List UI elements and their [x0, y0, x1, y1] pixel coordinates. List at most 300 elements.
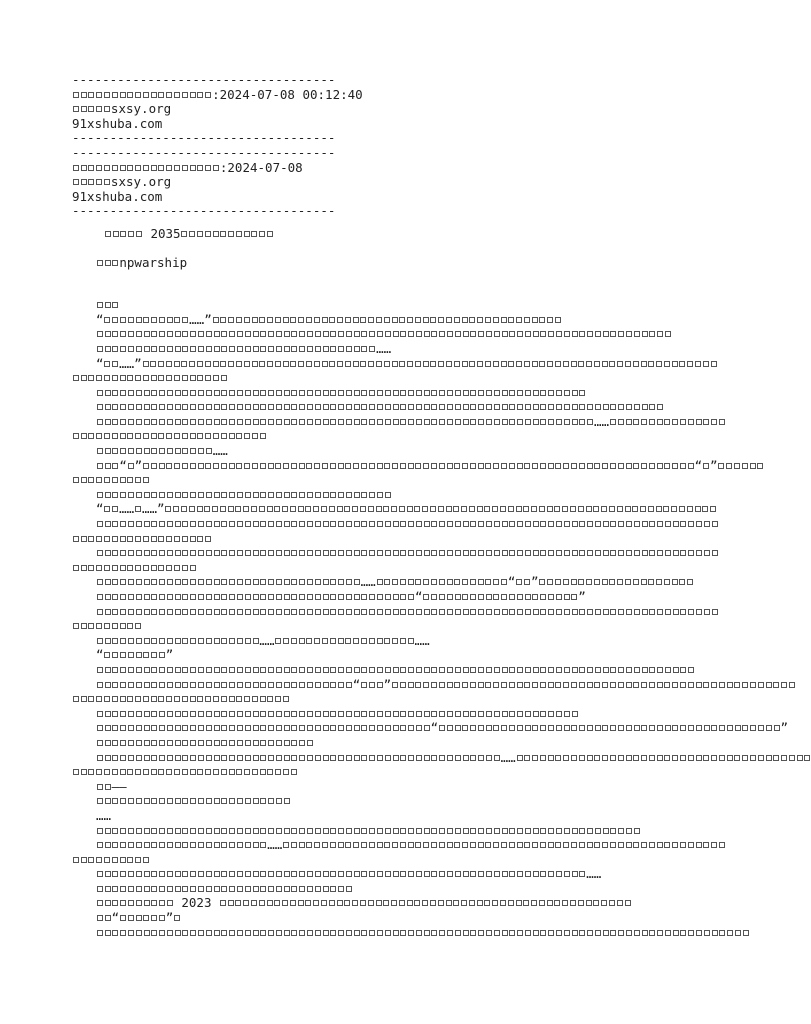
missing-glyph-box	[276, 550, 282, 556]
missing-glyph-box	[392, 317, 398, 323]
missing-glyph-box	[88, 623, 94, 629]
missing-glyph-box	[525, 871, 531, 877]
missing-glyph-box	[105, 784, 111, 790]
missing-glyph-box	[385, 419, 391, 425]
missing-glyph-box	[228, 900, 234, 906]
missing-glyph-box	[291, 930, 297, 936]
missing-glyph-box	[517, 463, 523, 469]
missing-glyph-box	[369, 346, 375, 352]
missing-glyph-box	[377, 711, 383, 717]
missing-glyph-box	[190, 842, 196, 848]
missing-glyph-box	[625, 579, 631, 585]
missing-glyph-box	[399, 361, 405, 367]
missing-glyph-box	[330, 638, 336, 644]
missing-glyph-box	[151, 579, 157, 585]
missing-glyph-box	[361, 842, 367, 848]
missing-glyph-box	[182, 92, 188, 98]
missing-glyph-box	[190, 92, 196, 98]
missing-glyph-box	[618, 609, 624, 615]
missing-glyph-box	[81, 623, 87, 629]
missing-glyph-box	[112, 260, 118, 266]
missing-glyph-box	[136, 711, 142, 717]
missing-glyph-box	[727, 682, 733, 688]
missing-glyph-box	[206, 390, 212, 396]
missing-glyph-box	[524, 842, 530, 848]
missing-glyph-box	[330, 667, 336, 673]
missing-glyph-box	[136, 798, 142, 804]
missing-glyph-box	[587, 463, 593, 469]
missing-glyph-box	[206, 871, 212, 877]
missing-glyph-box	[144, 346, 150, 352]
missing-glyph-box	[368, 506, 374, 512]
missing-glyph-box	[516, 317, 522, 323]
missing-glyph-box	[680, 682, 686, 688]
missing-glyph-box	[424, 419, 430, 425]
missing-glyph-box	[206, 755, 212, 761]
missing-glyph-box	[571, 725, 577, 731]
missing-glyph-box	[253, 609, 259, 615]
missing-glyph-box	[252, 317, 258, 323]
missing-glyph-box	[151, 92, 157, 98]
missing-glyph-box	[734, 755, 740, 761]
missing-glyph-box	[408, 419, 414, 425]
missing-glyph-box	[665, 609, 671, 615]
missing-glyph-box	[501, 594, 507, 600]
missing-glyph-box	[408, 930, 414, 936]
missing-glyph-box	[190, 521, 196, 527]
missing-glyph-box	[548, 609, 554, 615]
missing-glyph-box	[198, 828, 204, 834]
missing-glyph-box	[338, 886, 344, 892]
missing-glyph-box	[539, 506, 545, 512]
missing-glyph-box	[602, 725, 608, 731]
missing-glyph-box	[105, 492, 111, 498]
missing-glyph-box	[399, 317, 405, 323]
missing-glyph-box	[235, 900, 241, 906]
missing-glyph-box	[384, 638, 390, 644]
missing-glyph-box	[455, 711, 461, 717]
missing-glyph-box	[602, 579, 608, 585]
missing-glyph-box	[190, 165, 196, 171]
missing-glyph-box	[73, 433, 79, 439]
missing-glyph-box	[260, 798, 266, 804]
missing-glyph-box	[393, 609, 399, 615]
missing-glyph-box	[485, 842, 491, 848]
missing-glyph-box	[463, 871, 469, 877]
missing-glyph-box	[221, 550, 227, 556]
missing-glyph-box	[400, 871, 406, 877]
paragraph-continuation-line	[72, 429, 702, 444]
missing-glyph-box	[260, 769, 266, 775]
missing-glyph-box	[454, 317, 460, 323]
missing-glyph-box	[649, 755, 655, 761]
missing-glyph-box	[523, 900, 529, 906]
site-line: 91xshuba.com	[72, 115, 163, 131]
missing-glyph-box	[361, 331, 367, 337]
missing-glyph-box	[424, 550, 430, 556]
missing-glyph-box	[252, 696, 258, 702]
missing-glyph-box	[354, 711, 360, 717]
missing-glyph-box	[323, 419, 329, 425]
missing-glyph-box	[416, 390, 422, 396]
missing-glyph-box	[307, 346, 313, 352]
missing-glyph-box	[136, 828, 142, 834]
paragraph-first-line: “ ”	[72, 678, 702, 693]
missing-glyph-box	[634, 828, 640, 834]
missing-glyph-box	[190, 404, 196, 410]
missing-glyph-box	[447, 711, 453, 717]
missing-glyph-box	[104, 623, 110, 629]
missing-glyph-box	[376, 506, 382, 512]
missing-glyph-box	[291, 550, 297, 556]
missing-glyph-box	[502, 521, 508, 527]
missing-glyph-box	[555, 317, 561, 323]
missing-glyph-box	[315, 331, 321, 337]
missing-glyph-box	[229, 521, 235, 527]
missing-glyph-box	[494, 419, 500, 425]
missing-glyph-box	[104, 375, 110, 381]
missing-glyph-box	[664, 463, 670, 469]
missing-glyph-box	[260, 609, 266, 615]
missing-glyph-box	[245, 419, 251, 425]
missing-glyph-box	[151, 711, 157, 717]
missing-glyph-box	[602, 463, 608, 469]
missing-glyph-box	[276, 725, 282, 731]
missing-glyph-box	[485, 579, 491, 585]
missing-glyph-box	[128, 609, 134, 615]
missing-glyph-box	[594, 463, 600, 469]
missing-glyph-box	[345, 317, 351, 323]
missing-glyph-box	[478, 594, 484, 600]
missing-glyph-box	[198, 331, 204, 337]
paragraph-first-line	[72, 400, 702, 415]
missing-glyph-box	[463, 755, 469, 761]
missing-glyph-box	[353, 317, 359, 323]
missing-glyph-box	[291, 579, 297, 585]
missing-glyph-box	[237, 798, 243, 804]
missing-glyph-box	[431, 682, 437, 688]
missing-glyph-box	[136, 448, 142, 454]
missing-glyph-box	[81, 165, 87, 171]
missing-glyph-box	[136, 638, 142, 644]
missing-glyph-box	[105, 886, 111, 892]
missing-glyph-box	[276, 740, 282, 746]
missing-glyph-box	[283, 842, 289, 848]
missing-glyph-box	[253, 667, 259, 673]
missing-glyph-box	[182, 740, 188, 746]
missing-glyph-box	[275, 361, 281, 367]
missing-glyph-box	[572, 419, 578, 425]
missing-glyph-box	[540, 871, 546, 877]
missing-glyph-box	[136, 871, 142, 877]
missing-glyph-box	[299, 755, 305, 761]
missing-glyph-box	[143, 477, 149, 483]
missing-glyph-box	[81, 179, 87, 185]
missing-glyph-box	[758, 725, 764, 731]
missing-glyph-box	[603, 404, 609, 410]
missing-glyph-box	[81, 92, 87, 98]
missing-glyph-box	[237, 419, 243, 425]
missing-glyph-box	[206, 419, 212, 425]
missing-glyph-box	[454, 463, 460, 469]
missing-glyph-box	[260, 842, 266, 848]
missing-glyph-box	[455, 930, 461, 936]
missing-glyph-box	[454, 682, 460, 688]
missing-glyph-box	[167, 331, 173, 337]
missing-glyph-box	[610, 682, 616, 688]
missing-glyph-box	[284, 346, 290, 352]
missing-glyph-box	[151, 915, 157, 921]
missing-glyph-box	[447, 419, 453, 425]
missing-glyph-box	[105, 828, 111, 834]
missing-glyph-box	[284, 521, 290, 527]
paragraph-first-line	[72, 794, 702, 809]
missing-glyph-box	[104, 106, 110, 112]
missing-glyph-box	[455, 419, 461, 425]
missing-glyph-box	[424, 930, 430, 936]
missing-glyph-box	[594, 682, 600, 688]
missing-glyph-box	[346, 886, 352, 892]
missing-glyph-box	[112, 623, 118, 629]
missing-glyph-box	[531, 506, 537, 512]
missing-glyph-box	[470, 390, 476, 396]
missing-glyph-box	[206, 667, 212, 673]
missing-glyph-box	[570, 900, 576, 906]
missing-glyph-box	[649, 667, 655, 673]
missing-glyph-box	[548, 711, 554, 717]
missing-glyph-box	[463, 667, 469, 673]
missing-glyph-box	[416, 755, 422, 761]
missing-glyph-box	[205, 165, 211, 171]
missing-glyph-box	[174, 769, 180, 775]
missing-glyph-box	[492, 506, 498, 512]
missing-glyph-box	[96, 769, 102, 775]
missing-glyph-box	[383, 506, 389, 512]
missing-glyph-box	[96, 477, 102, 483]
missing-glyph-box	[603, 828, 609, 834]
missing-glyph-box	[346, 521, 352, 527]
missing-glyph-box	[322, 842, 328, 848]
missing-glyph-box	[470, 521, 476, 527]
missing-glyph-box	[533, 871, 539, 877]
missing-glyph-box	[73, 857, 79, 863]
missing-glyph-box	[494, 828, 500, 834]
missing-glyph-box	[276, 798, 282, 804]
missing-glyph-box	[291, 755, 297, 761]
missing-glyph-box	[345, 842, 351, 848]
missing-glyph-box	[260, 331, 266, 337]
missing-glyph-box	[284, 740, 290, 746]
missing-glyph-box	[680, 667, 686, 673]
missing-glyph-box	[385, 930, 391, 936]
missing-glyph-box	[463, 609, 469, 615]
missing-glyph-box	[245, 492, 251, 498]
missing-glyph-box	[369, 842, 375, 848]
missing-glyph-box	[291, 725, 297, 731]
missing-glyph-box	[120, 886, 126, 892]
missing-glyph-box	[494, 521, 500, 527]
missing-glyph-box	[439, 842, 445, 848]
missing-glyph-box	[323, 404, 329, 410]
missing-glyph-box	[610, 521, 616, 527]
missing-glyph-box	[509, 609, 515, 615]
missing-glyph-box	[548, 871, 554, 877]
missing-glyph-box	[323, 725, 329, 731]
missing-glyph-box	[135, 696, 141, 702]
paragraph	[72, 780, 702, 795]
missing-glyph-box	[572, 404, 578, 410]
author-line: npwarship	[72, 256, 702, 271]
missing-glyph-box	[595, 550, 601, 556]
missing-glyph-box	[323, 609, 329, 615]
missing-glyph-box	[221, 696, 227, 702]
missing-glyph-box	[330, 842, 336, 848]
missing-glyph-box	[508, 317, 514, 323]
missing-glyph-box	[268, 725, 274, 731]
missing-glyph-box	[267, 900, 273, 906]
missing-glyph-box	[182, 550, 188, 556]
missing-glyph-box	[198, 711, 204, 717]
missing-glyph-box	[112, 769, 118, 775]
missing-glyph-box	[112, 682, 118, 688]
missing-glyph-box	[478, 755, 484, 761]
missing-glyph-box	[166, 536, 172, 542]
missing-glyph-box	[159, 579, 165, 585]
missing-glyph-box	[462, 594, 468, 600]
missing-glyph-box	[322, 317, 328, 323]
missing-glyph-box	[572, 930, 578, 936]
missing-glyph-box	[158, 361, 164, 367]
missing-glyph-box	[237, 550, 243, 556]
missing-glyph-box	[430, 317, 436, 323]
missing-glyph-box	[383, 900, 389, 906]
missing-glyph-box	[73, 375, 79, 381]
missing-glyph-box	[532, 317, 538, 323]
missing-glyph-box	[268, 579, 274, 585]
missing-glyph-box	[478, 579, 484, 585]
paragraph-first-line	[72, 517, 702, 532]
missing-glyph-box	[618, 550, 624, 556]
missing-glyph-box	[214, 521, 220, 527]
missing-glyph-box	[610, 550, 616, 556]
missing-glyph-box	[447, 755, 453, 761]
missing-glyph-box	[385, 331, 391, 337]
paragraph-continuation-line	[72, 853, 702, 868]
missing-glyph-box	[586, 361, 592, 367]
missing-glyph-box	[267, 231, 273, 237]
missing-glyph-box	[603, 550, 609, 556]
missing-glyph-box	[159, 404, 165, 410]
missing-glyph-box	[369, 550, 375, 556]
missing-glyph-box	[298, 506, 304, 512]
missing-glyph-box	[742, 463, 748, 469]
missing-glyph-box	[315, 404, 321, 410]
missing-glyph-box	[424, 755, 430, 761]
missing-glyph-box	[143, 696, 149, 702]
missing-glyph-box	[501, 463, 507, 469]
missing-glyph-box	[120, 623, 126, 629]
missing-glyph-box	[415, 579, 421, 585]
missing-glyph-box	[81, 375, 87, 381]
missing-glyph-box	[540, 828, 546, 834]
missing-glyph-box	[587, 930, 593, 936]
missing-glyph-box	[112, 419, 118, 425]
missing-glyph-box	[424, 331, 430, 337]
missing-glyph-box	[105, 609, 111, 615]
missing-glyph-box	[237, 390, 243, 396]
missing-glyph-box	[634, 725, 640, 731]
paragraph-first-line	[72, 386, 702, 401]
missing-glyph-box	[353, 842, 359, 848]
missing-glyph-box	[696, 550, 702, 556]
missing-glyph-box	[120, 769, 126, 775]
missing-glyph-box	[361, 609, 367, 615]
missing-glyph-box	[299, 871, 305, 877]
missing-glyph-box	[104, 92, 110, 98]
missing-glyph-box	[182, 565, 188, 571]
missing-glyph-box	[532, 842, 538, 848]
missing-glyph-box	[291, 769, 297, 775]
missing-glyph-box	[369, 419, 375, 425]
missing-glyph-box	[158, 769, 164, 775]
missing-glyph-box	[136, 915, 142, 921]
missing-glyph-box	[338, 390, 344, 396]
missing-glyph-box	[136, 652, 142, 658]
missing-glyph-box	[617, 900, 623, 906]
missing-glyph-box	[385, 725, 391, 731]
missing-glyph-box	[206, 448, 212, 454]
missing-glyph-box	[688, 930, 694, 936]
missing-glyph-box	[704, 725, 710, 731]
missing-glyph-box	[540, 390, 546, 396]
missing-glyph-box	[299, 521, 305, 527]
missing-glyph-box	[502, 419, 508, 425]
missing-glyph-box	[400, 463, 406, 469]
missing-glyph-box	[517, 594, 523, 600]
missing-glyph-box	[253, 579, 259, 585]
missing-glyph-box	[431, 594, 437, 600]
missing-glyph-box	[323, 594, 329, 600]
missing-glyph-box	[360, 361, 366, 367]
missing-glyph-box	[781, 755, 787, 761]
missing-glyph-box	[206, 682, 212, 688]
missing-glyph-box	[159, 871, 165, 877]
missing-glyph-box	[206, 521, 212, 527]
missing-glyph-box	[260, 463, 266, 469]
missing-glyph-box	[711, 361, 717, 367]
missing-glyph-box	[198, 346, 204, 352]
missing-glyph-box	[214, 390, 220, 396]
missing-glyph-box	[431, 871, 437, 877]
missing-glyph-box	[197, 361, 203, 367]
missing-glyph-box	[229, 696, 235, 702]
missing-glyph-box	[438, 506, 444, 512]
missing-glyph-box	[158, 696, 164, 702]
missing-glyph-box	[214, 711, 220, 717]
missing-glyph-box	[587, 521, 593, 527]
paragraph	[72, 313, 702, 328]
missing-glyph-box	[680, 725, 686, 731]
missing-glyph-box	[361, 404, 367, 410]
missing-glyph-box	[127, 375, 133, 381]
missing-glyph-box	[532, 463, 538, 469]
missing-glyph-box	[462, 579, 468, 585]
missing-glyph-box	[190, 463, 196, 469]
missing-glyph-box	[509, 419, 515, 425]
missing-glyph-box	[501, 361, 507, 367]
missing-glyph-box	[112, 317, 118, 323]
missing-glyph-box	[182, 390, 188, 396]
